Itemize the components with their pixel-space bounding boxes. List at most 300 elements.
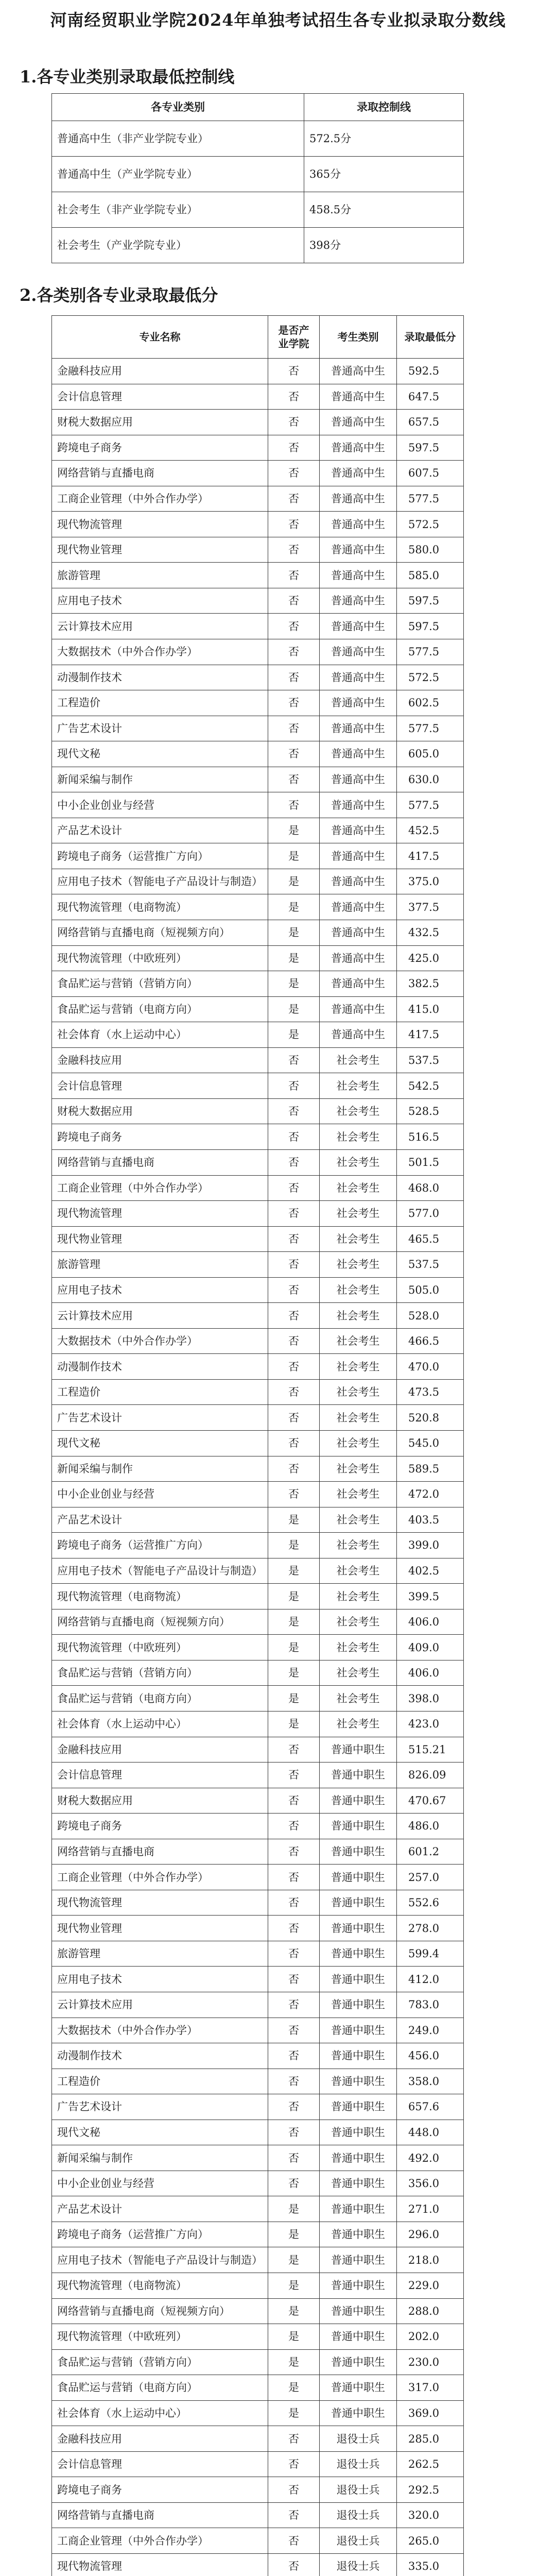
major-cell: 跨境电子商务	[52, 1124, 268, 1150]
min-score-cell: 783.0	[397, 1992, 464, 2018]
table-row	[52, 843, 464, 869]
min-score-cell: 375.0	[397, 869, 464, 894]
min-score-cell: 597.5	[397, 614, 464, 639]
table-row	[52, 920, 464, 946]
major-cell: 跨境电子商务（运营推广方向）	[52, 843, 268, 869]
industry-college-cell: 否	[268, 1865, 320, 1890]
table-row	[52, 614, 464, 639]
table-row	[52, 818, 464, 843]
min-score-cell: 630.0	[397, 767, 464, 792]
control-line-row	[52, 121, 464, 157]
candidate-type-cell: 普通中职生	[320, 2247, 397, 2273]
table-row	[52, 1047, 464, 1073]
table-row	[52, 639, 464, 665]
min-score-cell: 335.0	[397, 2554, 464, 2576]
table-row	[52, 1609, 464, 1635]
candidate-type-cell: 普通高中生	[320, 384, 397, 410]
candidate-type-cell: 普通高中生	[320, 869, 397, 894]
control-line-table	[51, 93, 464, 263]
category-cell: 普通高中生（非产业学院专业）	[52, 121, 304, 157]
candidate-type-cell: 普通中职生	[320, 2324, 397, 2350]
major-cell: 动漫制作技术	[52, 2043, 268, 2069]
candidate-type-cell: 普通中职生	[320, 2349, 397, 2375]
industry-college-cell: 否	[268, 1814, 320, 1839]
major-cell: 工商企业管理（中外合作办学）	[52, 2528, 268, 2554]
major-cell: 现代物业管理	[52, 537, 268, 563]
candidate-type-cell: 普通中职生	[320, 1814, 397, 1839]
min-score-cell: 468.0	[397, 1175, 464, 1201]
min-score-cell: 466.5	[397, 1328, 464, 1354]
industry-college-cell: 是	[268, 818, 320, 843]
min-score-cell: 602.5	[397, 690, 464, 716]
major-cell: 产品艺术设计	[52, 1507, 268, 1533]
table-row	[52, 461, 464, 486]
min-score-cell: 382.5	[397, 971, 464, 997]
min-score-cell: 826.09	[397, 1762, 464, 1788]
table-row	[52, 1967, 464, 1992]
major-cell: 财税大数据应用	[52, 410, 268, 435]
industry-college-cell: 是	[268, 1584, 320, 1609]
industry-college-cell: 是	[268, 2324, 320, 2350]
major-cell: 网络营销与直播电商	[52, 461, 268, 486]
min-score-cell: 577.5	[397, 792, 464, 818]
candidate-type-cell: 退役士兵	[320, 2554, 397, 2576]
table-row	[52, 2451, 464, 2477]
candidate-type-cell: 社会考生	[320, 1533, 397, 1558]
min-score-cell: 473.5	[397, 1379, 464, 1405]
industry-college-cell: 否	[268, 1098, 320, 1124]
major-cell: 新闻采编与制作	[52, 2145, 268, 2171]
min-score-cell: 265.0	[397, 2528, 464, 2554]
table-row	[52, 359, 464, 384]
candidate-type-cell: 普通高中生	[320, 741, 397, 767]
table-row	[52, 588, 464, 614]
min-score-cell: 425.0	[397, 945, 464, 971]
candidate-type-cell: 社会考生	[320, 1328, 397, 1354]
candidate-type-cell: 普通中职生	[320, 2145, 397, 2171]
industry-college-cell: 否	[268, 1201, 320, 1227]
min-score-cell: 358.0	[397, 2069, 464, 2094]
table-row	[52, 894, 464, 920]
industry-college-cell: 否	[268, 767, 320, 792]
candidate-type-cell: 普通高中生	[320, 588, 397, 614]
min-score-cell: 399.0	[397, 1533, 464, 1558]
major-cell: 新闻采编与制作	[52, 767, 268, 792]
candidate-type-cell: 普通中职生	[320, 2400, 397, 2426]
table-row	[52, 1149, 464, 1175]
industry-college-cell: 否	[268, 1482, 320, 1507]
table-row	[52, 1890, 464, 1916]
major-cell: 现代文秘	[52, 2120, 268, 2145]
industry-college-cell: 否	[268, 588, 320, 614]
min-score-cell: 470.0	[397, 1354, 464, 1380]
table-row	[52, 996, 464, 1022]
major-cell: 广告艺术设计	[52, 2094, 268, 2120]
major-cell: 食品贮运与营销（营销方向）	[52, 971, 268, 997]
industry-college-cell: 是	[268, 971, 320, 997]
industry-college-cell: 是	[268, 1609, 320, 1635]
table-row	[52, 1456, 464, 1482]
major-cell: 应用电子技术（智能电子产品设计与制造）	[52, 1558, 268, 1584]
candidate-type-cell: 普通中职生	[320, 2043, 397, 2069]
industry-college-cell: 否	[268, 1839, 320, 1865]
major-cell: 广告艺术设计	[52, 1405, 268, 1431]
industry-college-cell: 否	[268, 1047, 320, 1073]
industry-college-cell: 是	[268, 2298, 320, 2324]
candidate-type-cell: 社会考生	[320, 1711, 397, 1737]
industry-college-cell: 否	[268, 792, 320, 818]
min-score-cell: 317.0	[397, 2375, 464, 2401]
table-row	[52, 1303, 464, 1329]
min-score-cell: 601.2	[397, 1839, 464, 1865]
table-row	[52, 1252, 464, 1278]
table-row	[52, 665, 464, 690]
industry-college-cell: 否	[268, 563, 320, 588]
table-row	[52, 971, 464, 997]
table-row	[52, 2349, 464, 2375]
major-cell: 应用电子技术	[52, 1967, 268, 1992]
table-row	[52, 1711, 464, 1737]
industry-college-cell: 否	[268, 639, 320, 665]
candidate-type-cell: 退役士兵	[320, 2451, 397, 2477]
candidate-type-cell: 普通高中生	[320, 971, 397, 997]
header-industry-college: 是否产业学院	[268, 316, 320, 359]
min-score-cell: 296.0	[397, 2222, 464, 2247]
major-cell: 现代物业管理	[52, 1916, 268, 1941]
major-cell: 跨境电子商务	[52, 435, 268, 461]
header-min-score: 录取最低分	[397, 316, 464, 359]
table-row	[52, 1584, 464, 1609]
major-cell: 现代物流管理（电商物流）	[52, 894, 268, 920]
major-cell: 云计算技术应用	[52, 1992, 268, 2018]
table-row	[52, 384, 464, 410]
min-score-cell: 501.5	[397, 1149, 464, 1175]
control-line-row	[52, 192, 464, 228]
candidate-type-cell: 普通高中生	[320, 792, 397, 818]
industry-college-cell: 否	[268, 2043, 320, 2069]
candidate-type-cell: 普通高中生	[320, 435, 397, 461]
industry-college-cell: 否	[268, 2069, 320, 2094]
major-cell: 应用电子技术	[52, 588, 268, 614]
major-cell: 网络营销与直播电商（短视频方向）	[52, 920, 268, 946]
header-control-line: 录取控制线	[304, 94, 464, 121]
major-cell: 现代物流管理	[52, 1890, 268, 1916]
candidate-type-cell: 社会考生	[320, 1635, 397, 1660]
major-cell: 工程造价	[52, 2069, 268, 2094]
min-score-cell: 572.5	[397, 512, 464, 537]
industry-college-cell: 否	[268, 665, 320, 690]
major-cell: 现代物业管理	[52, 1226, 268, 1252]
major-cell: 大数据技术（中外合作办学）	[52, 639, 268, 665]
min-score-cell: 605.0	[397, 741, 464, 767]
table-row	[52, 1354, 464, 1380]
industry-college-cell: 是	[268, 945, 320, 971]
table-row	[52, 1430, 464, 1456]
table-row	[52, 2069, 464, 2094]
table-row	[52, 1277, 464, 1303]
min-score-cell: 528.0	[397, 1303, 464, 1329]
table-row	[52, 1865, 464, 1890]
candidate-type-cell: 社会考生	[320, 1201, 397, 1227]
major-cell: 网络营销与直播电商	[52, 2502, 268, 2528]
min-score-cell: 278.0	[397, 1916, 464, 1941]
table-row	[52, 2094, 464, 2120]
candidate-type-cell: 普通高中生	[320, 512, 397, 537]
min-score-cell: 465.5	[397, 1226, 464, 1252]
industry-college-cell: 否	[268, 1941, 320, 1967]
industry-college-cell: 否	[268, 1073, 320, 1099]
candidate-type-cell: 普通中职生	[320, 2196, 397, 2222]
industry-college-cell: 否	[268, 435, 320, 461]
major-cell: 社会体育（水上运动中心）	[52, 1022, 268, 1048]
candidate-type-cell: 退役士兵	[320, 2426, 397, 2452]
table-row	[52, 2375, 464, 2401]
table-row	[52, 2477, 464, 2503]
candidate-type-cell: 社会考生	[320, 1482, 397, 1507]
candidate-type-cell: 社会考生	[320, 1354, 397, 1380]
min-score-cell: 472.0	[397, 1482, 464, 1507]
table-row	[52, 2120, 464, 2145]
candidate-type-cell: 普通高中生	[320, 690, 397, 716]
table-row	[52, 563, 464, 588]
candidate-type-cell: 退役士兵	[320, 2502, 397, 2528]
industry-college-cell: 否	[268, 359, 320, 384]
min-score-cell: 607.5	[397, 461, 464, 486]
category-cell: 普通高中生（产业学院专业）	[52, 157, 304, 192]
min-score-cell: 448.0	[397, 2120, 464, 2145]
industry-college-cell: 否	[268, 716, 320, 741]
min-score-cell: 545.0	[397, 1430, 464, 1456]
min-score-cell: 597.5	[397, 435, 464, 461]
min-score-cell: 470.67	[397, 1788, 464, 1814]
table-row	[52, 1073, 464, 1099]
table-row	[52, 1533, 464, 1558]
table-row	[52, 1379, 464, 1405]
min-score-cell: 572.5	[397, 665, 464, 690]
major-cell: 现代物流管理（中欧班列）	[52, 1635, 268, 1660]
table-row	[52, 2298, 464, 2324]
table-row	[52, 1635, 464, 1660]
major-cell: 财税大数据应用	[52, 1098, 268, 1124]
candidate-type-cell: 普通中职生	[320, 1737, 397, 1762]
major-cell: 食品贮运与营销（电商方向）	[52, 1686, 268, 1711]
table-row	[52, 1507, 464, 1533]
candidate-type-cell: 普通中职生	[320, 1941, 397, 1967]
table-row	[52, 1405, 464, 1431]
candidate-type-cell: 普通中职生	[320, 1992, 397, 2018]
min-score-cell: 542.5	[397, 1073, 464, 1099]
candidate-type-cell: 社会考生	[320, 1456, 397, 1482]
table-row	[52, 1660, 464, 1686]
min-score-cell: 589.5	[397, 1456, 464, 1482]
candidate-type-cell: 社会考生	[320, 1430, 397, 1456]
industry-college-cell: 否	[268, 1149, 320, 1175]
major-cell: 社会体育（水上运动中心）	[52, 1711, 268, 1737]
table-row	[52, 1762, 464, 1788]
table-row	[52, 486, 464, 512]
min-score-cell: 417.5	[397, 843, 464, 869]
industry-college-cell: 否	[268, 1277, 320, 1303]
min-score-cell: 657.5	[397, 410, 464, 435]
major-cell: 金融科技应用	[52, 359, 268, 384]
candidate-type-cell: 普通中职生	[320, 1967, 397, 1992]
major-cell: 云计算技术应用	[52, 614, 268, 639]
min-score-cell: 599.4	[397, 1941, 464, 1967]
major-cell: 工程造价	[52, 690, 268, 716]
industry-college-cell: 是	[268, 2196, 320, 2222]
major-cell: 现代文秘	[52, 1430, 268, 1456]
industry-college-cell: 否	[268, 1379, 320, 1405]
candidate-type-cell: 普通高中生	[320, 716, 397, 741]
industry-college-cell: 否	[268, 512, 320, 537]
candidate-type-cell: 普通中职生	[320, 1865, 397, 1890]
min-score-cell: 202.0	[397, 2324, 464, 2350]
table-row	[52, 2273, 464, 2299]
table-row	[52, 1226, 464, 1252]
min-score-cell: 285.0	[397, 2426, 464, 2452]
industry-college-cell: 否	[268, 1175, 320, 1201]
candidate-type-cell: 社会考生	[320, 1379, 397, 1405]
industry-college-cell: 是	[268, 1558, 320, 1584]
industry-college-cell: 否	[268, 741, 320, 767]
table-row	[52, 2018, 464, 2043]
table-row	[52, 2324, 464, 2350]
candidate-type-cell: 退役士兵	[320, 2477, 397, 2503]
candidate-type-cell: 社会考生	[320, 1609, 397, 1635]
candidate-type-cell: 社会考生	[320, 1277, 397, 1303]
major-cell: 现代物流管理	[52, 2554, 268, 2576]
candidate-type-cell: 普通中职生	[320, 1839, 397, 1865]
industry-college-cell: 是	[268, 869, 320, 894]
industry-college-cell: 是	[268, 843, 320, 869]
header-major: 专业名称	[52, 316, 268, 359]
header-category: 各专业类别	[52, 94, 304, 121]
candidate-type-cell: 社会考生	[320, 1073, 397, 1099]
table-row	[52, 792, 464, 818]
candidate-type-cell: 普通高中生	[320, 410, 397, 435]
table-row	[52, 1482, 464, 1507]
min-score-cell: 230.0	[397, 2349, 464, 2375]
major-cell: 应用电子技术（智能电子产品设计与制造）	[52, 869, 268, 894]
candidate-type-cell: 普通中职生	[320, 2273, 397, 2299]
table-row	[52, 1098, 464, 1124]
major-cell: 产品艺术设计	[52, 2196, 268, 2222]
candidate-type-cell: 普通中职生	[320, 2094, 397, 2120]
industry-college-cell: 否	[268, 461, 320, 486]
min-score-cell: 577.5	[397, 639, 464, 665]
candidate-type-cell: 普通高中生	[320, 537, 397, 563]
table-row	[52, 690, 464, 716]
candidate-type-cell: 普通高中生	[320, 945, 397, 971]
min-score-cell: 592.5	[397, 359, 464, 384]
major-cell: 旅游管理	[52, 1941, 268, 1967]
page-title: 河南经贸职业学院2024年单独考试招生各专业拟录取分数线	[50, 10, 506, 30]
table-row	[52, 2502, 464, 2528]
industry-college-cell: 是	[268, 2375, 320, 2401]
industry-college-cell: 否	[268, 2451, 320, 2477]
industry-college-cell: 否	[268, 2502, 320, 2528]
min-score-cell: 577.5	[397, 486, 464, 512]
min-score-cell: 356.0	[397, 2171, 464, 2196]
table-row	[52, 2400, 464, 2426]
major-cell: 现代物流管理	[52, 1201, 268, 1227]
major-cell: 动漫制作技术	[52, 665, 268, 690]
major-cell: 现代文秘	[52, 741, 268, 767]
industry-college-cell: 否	[268, 1916, 320, 1941]
industry-college-cell: 否	[268, 1762, 320, 1788]
industry-college-cell: 否	[268, 1737, 320, 1762]
min-score-cell: 409.0	[397, 1635, 464, 1660]
candidate-type-cell: 普通中职生	[320, 2069, 397, 2094]
industry-college-cell: 否	[268, 537, 320, 563]
table-row	[52, 512, 464, 537]
major-cell: 财税大数据应用	[52, 1788, 268, 1814]
industry-college-cell: 是	[268, 1507, 320, 1533]
table-row	[52, 1992, 464, 2018]
major-cell: 网络营销与直播电商（短视频方向）	[52, 2298, 268, 2324]
major-cell: 应用电子技术	[52, 1277, 268, 1303]
major-cell: 跨境电子商务（运营推广方向）	[52, 2222, 268, 2247]
candidate-type-cell: 普通高中生	[320, 359, 397, 384]
industry-college-cell: 否	[268, 384, 320, 410]
table-row	[52, 1737, 464, 1762]
min-score-cell: 406.0	[397, 1609, 464, 1635]
industry-college-cell: 否	[268, 2171, 320, 2196]
candidate-type-cell: 社会考生	[320, 1584, 397, 1609]
candidate-type-cell: 普通高中生	[320, 996, 397, 1022]
candidate-type-cell: 社会考生	[320, 1507, 397, 1533]
industry-college-cell: 否	[268, 1354, 320, 1380]
min-score-cell: 417.5	[397, 1022, 464, 1048]
min-score-cell: 580.0	[397, 537, 464, 563]
candidate-type-cell: 社会考生	[320, 1686, 397, 1711]
major-cell: 工商企业管理（中外合作办学）	[52, 1175, 268, 1201]
industry-college-cell: 否	[268, 486, 320, 512]
major-cell: 应用电子技术（智能电子产品设计与制造）	[52, 2247, 268, 2273]
min-score-cell: 271.0	[397, 2196, 464, 2222]
table-row	[52, 1558, 464, 1584]
major-cell: 现代物流管理（中欧班列）	[52, 945, 268, 971]
industry-college-cell: 否	[268, 1992, 320, 2018]
min-score-cell: 577.5	[397, 716, 464, 741]
min-score-cell: 585.0	[397, 563, 464, 588]
major-cell: 网络营销与直播电商	[52, 1839, 268, 1865]
major-cell: 食品贮运与营销（营销方向）	[52, 2349, 268, 2375]
candidate-type-cell: 社会考生	[320, 1175, 397, 1201]
industry-college-cell: 否	[268, 1405, 320, 1431]
industry-college-cell: 否	[268, 1303, 320, 1329]
min-score-cell: 249.0	[397, 2018, 464, 2043]
major-cell: 食品贮运与营销（电商方向）	[52, 996, 268, 1022]
major-cell: 现代物流管理	[52, 512, 268, 537]
industry-college-cell: 是	[268, 2247, 320, 2273]
industry-college-cell: 是	[268, 894, 320, 920]
major-cell: 产品艺术设计	[52, 818, 268, 843]
min-score-cell: 537.5	[397, 1252, 464, 1278]
min-score-cell: 399.5	[397, 1584, 464, 1609]
table-row	[52, 2222, 464, 2247]
min-score-cell: 406.0	[397, 1660, 464, 1686]
category-cell: 社会考生（产业学院专业）	[52, 228, 304, 263]
major-cell: 云计算技术应用	[52, 1303, 268, 1329]
major-cell: 广告艺术设计	[52, 716, 268, 741]
min-score-cell: 528.5	[397, 1098, 464, 1124]
major-cell: 会计信息管理	[52, 2451, 268, 2477]
major-cell: 旅游管理	[52, 563, 268, 588]
industry-college-cell: 是	[268, 2222, 320, 2247]
min-score-cell: 262.5	[397, 2451, 464, 2477]
min-score-cell: 415.0	[397, 996, 464, 1022]
